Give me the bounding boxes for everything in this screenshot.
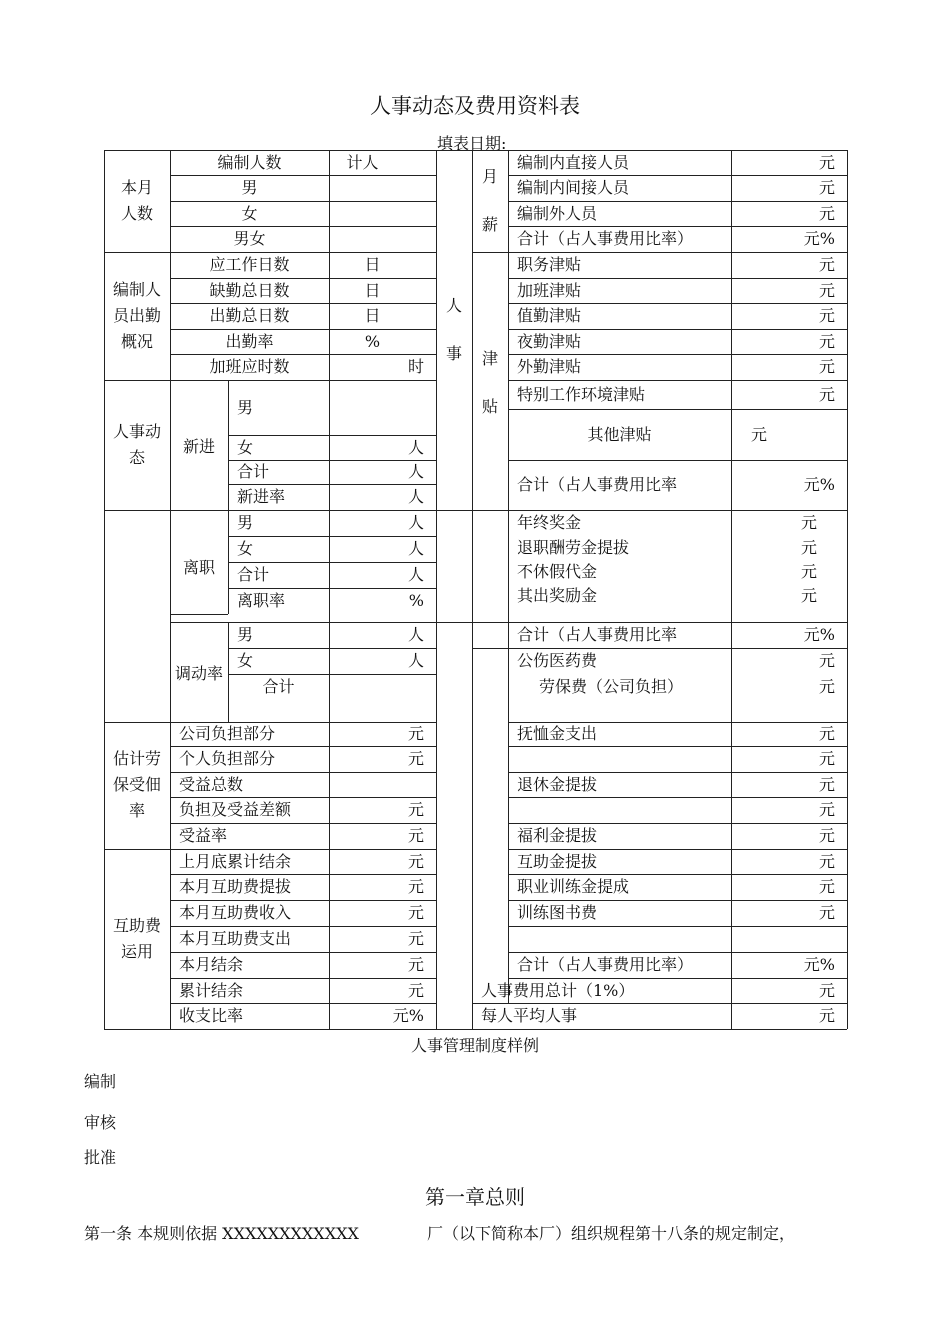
left-row-label: 应工作日数: [209, 255, 290, 274]
right-row-label: 其他津贴: [587, 424, 652, 444]
table-rule: [170, 201, 436, 202]
table-rule: [472, 150, 473, 1029]
table-rule: [228, 536, 436, 537]
left-row-value: 元: [407, 851, 424, 871]
group-label-insurance: 保受佃: [112, 775, 161, 794]
table-rule: [508, 201, 847, 202]
left-row-label: 男: [237, 625, 254, 644]
table-rule: [472, 648, 847, 649]
right-row-label: 加班津贴: [517, 280, 582, 300]
left-row-value: 元: [407, 955, 424, 974]
right-row-value: 元%: [803, 625, 835, 644]
table-rule: [104, 380, 436, 381]
right-row-label: 合计（占人事费用比率）: [517, 229, 694, 248]
right-row-label: 编制内直接人员: [517, 152, 630, 172]
left-row-label: 本月结余: [179, 955, 244, 974]
table-rule: [508, 952, 847, 953]
right-row-value: 元: [818, 357, 835, 376]
table-rule: [170, 622, 436, 623]
left-row-value: 元: [407, 826, 424, 845]
left-row-label: 出勤总日数: [209, 306, 290, 325]
table-rule: [228, 562, 436, 563]
right-row-value: 元: [818, 384, 835, 404]
left-row-label: 男女: [233, 229, 266, 248]
right-row-value: 元: [818, 280, 835, 300]
right-row-label: 编制外人员: [517, 203, 598, 223]
right-row-value: 元: [800, 586, 817, 605]
left-row-value: %: [408, 591, 424, 610]
group-label-allowance: 贴: [481, 397, 498, 416]
right-row-value: 元: [818, 851, 835, 871]
table-rule: [508, 460, 847, 461]
right-row-value: 元: [818, 203, 835, 223]
right-row-value: 元%: [803, 955, 835, 974]
right-row-label: 互助金提拔: [517, 851, 598, 871]
right-row-label: 训练图书费: [517, 903, 598, 922]
right-row-label: 不休假代金: [517, 562, 598, 581]
table-rule: [228, 648, 436, 649]
group-label-transfer: 调动率: [174, 664, 223, 683]
right-row-label: 合计（占人事费用比率）: [517, 955, 694, 974]
right-row-label: 职务津贴: [517, 255, 582, 274]
group-label-insurance: 估计劳: [112, 749, 161, 768]
table-rule: [170, 797, 436, 798]
left-row-value: 元: [407, 903, 424, 922]
group-label-attendance: 概况: [120, 332, 153, 351]
table-rule: [170, 900, 436, 901]
article-text-rest: 厂（以下简称本厂）组织规程第十八条的规定制定，: [427, 1224, 796, 1243]
left-row-value: 人: [407, 565, 424, 584]
left-row-value: 元: [407, 724, 424, 743]
group-label-attendance: 员出勤: [112, 306, 161, 325]
right-row-value: 元: [818, 800, 835, 819]
table-rule: [508, 849, 847, 850]
group-label-attendance: 编制人: [112, 280, 161, 299]
right-row-label: 抚恤金支出: [517, 724, 598, 743]
left-row-label: 受益总数: [179, 774, 244, 794]
right-row-label: 合计（占人事费用比率: [517, 625, 678, 644]
group-label-resign: 离职: [182, 558, 215, 577]
table-rule: [847, 150, 848, 1029]
left-row-label: 本月互助费支出: [179, 929, 292, 948]
right-row-value: 元%: [803, 475, 835, 494]
table-rule: [170, 354, 436, 355]
table-rule: [508, 874, 847, 875]
left-row-value: 时: [407, 357, 424, 376]
table-rule: [170, 978, 436, 979]
table-rule: [228, 460, 436, 461]
table-rule: [472, 1003, 847, 1004]
left-row-label: 合计: [237, 565, 270, 584]
group-label-newhire: 新进: [182, 437, 215, 456]
table-rule: [508, 823, 847, 824]
group-label-headcount: 人数: [120, 204, 153, 223]
left-row-label: 本月互助费提拔: [179, 877, 292, 896]
table-rule: [104, 849, 436, 850]
group-label-headcount: 本月: [120, 178, 153, 197]
table-rule: [170, 926, 436, 927]
right-row-label: 其出奖励金: [517, 586, 598, 605]
left-row-label: 编制人数: [217, 152, 282, 172]
right-row-label: 每人平均人事: [481, 1006, 578, 1025]
table-rule: [508, 900, 847, 901]
group-label-monthly-salary: 薪: [481, 215, 498, 234]
table-rule: [508, 926, 847, 927]
left-row-label: 男: [237, 513, 254, 532]
signature-approve: 批准: [84, 1148, 117, 1167]
left-row-label: 女: [237, 651, 254, 670]
table-rule: [170, 772, 436, 773]
left-row-value: 计人: [346, 152, 379, 172]
table-rule: [436, 622, 847, 623]
table-rule: [508, 329, 847, 330]
table-rule: [508, 380, 847, 381]
table-rule: [508, 226, 847, 227]
table-rule: [228, 484, 436, 485]
right-row-label: 值勤津贴: [517, 306, 582, 325]
right-row-label: 退职酬劳金提拔: [517, 538, 630, 557]
left-row-value: 日: [364, 280, 381, 300]
table-rule: [508, 746, 847, 747]
right-row-value: 元: [818, 724, 835, 743]
left-row-label: 公司负担部分: [179, 724, 276, 743]
table-rule: [170, 614, 228, 615]
table-rule: [228, 380, 229, 510]
left-row-value: 元: [407, 929, 424, 948]
table-rule: [508, 797, 847, 798]
left-row-value: 人: [407, 625, 424, 644]
table-rule: [436, 150, 437, 1029]
right-row-label: 编制内间接人员: [517, 178, 630, 197]
table-rule: [170, 874, 436, 875]
right-row-value: 元: [818, 980, 835, 1000]
left-row-label: 男: [237, 397, 254, 417]
group-label-insurance: 率: [128, 801, 145, 820]
table-rule: [170, 175, 436, 176]
right-row-label: 职业训练金提成: [517, 877, 630, 896]
right-row-value: 元: [818, 877, 835, 896]
left-row-value: 日: [364, 255, 381, 274]
right-row-label: 人事费用总计（1%）: [481, 980, 635, 1000]
left-row-label: 个人负担部分: [179, 749, 276, 768]
group-label-dynamics: 态: [128, 448, 145, 467]
table-rule: [508, 175, 847, 176]
right-row-value: 元: [818, 903, 835, 922]
table-rule: [170, 329, 436, 330]
right-row-value: 元: [800, 513, 817, 532]
fill-date-label: 填表日期:: [437, 134, 507, 153]
left-row-label: 缺勤总日数: [209, 280, 290, 300]
left-row-value: 元: [407, 800, 424, 819]
left-row-label: 新进率: [237, 487, 286, 506]
left-row-label: 负担及受益差额: [179, 800, 292, 819]
table-rule: [170, 226, 436, 227]
chapter-title: 第一章总则: [425, 1185, 525, 1209]
right-row-label: 外勤津贴: [517, 357, 582, 376]
left-row-value: 人: [407, 539, 424, 558]
right-row-label: 年终奖金: [517, 513, 582, 532]
article-text-start: 第一条 本规则依据 XXXXXXXXXXXX: [84, 1224, 359, 1243]
right-row-value: 元: [818, 152, 835, 172]
right-row-value: 元: [800, 538, 817, 557]
right-row-value: 元: [818, 774, 835, 794]
left-row-label: 女: [237, 539, 254, 558]
left-row-label: 女: [241, 203, 258, 223]
right-row-label: 夜勤津贴: [517, 331, 582, 351]
left-row-value: 人: [407, 487, 424, 506]
table-rule: [104, 150, 847, 151]
left-row-label: 合计: [262, 677, 295, 696]
left-row-label: 合计: [237, 462, 270, 481]
table-rule: [170, 1003, 436, 1004]
table-rule: [508, 303, 847, 304]
table-rule: [104, 252, 436, 253]
right-row-value: 元: [800, 562, 817, 581]
left-row-label: 上月底累计结余: [179, 851, 292, 871]
left-row-value: 元: [407, 877, 424, 896]
right-row-value: 元: [818, 826, 835, 845]
left-row-value: 元%: [392, 1006, 424, 1025]
right-row-value: 元: [818, 1006, 835, 1025]
table-rule: [508, 409, 847, 410]
right-row-value: 元: [818, 255, 835, 274]
table-rule: [436, 622, 472, 623]
right-row-label: 福利金提拔: [517, 826, 598, 845]
left-row-label: 离职率: [237, 591, 286, 610]
right-row-value: 元: [818, 306, 835, 325]
left-row-value: 元: [407, 749, 424, 768]
right-row-value: 元: [750, 424, 767, 444]
table-rule: [472, 510, 847, 511]
group-label-dynamics: 人事动: [112, 422, 161, 441]
left-row-value: 人: [407, 513, 424, 532]
left-row-label: 男: [241, 178, 258, 197]
table-rule: [104, 1029, 847, 1030]
left-row-label: 女: [237, 437, 254, 457]
signature-compile: 编制: [84, 1072, 117, 1091]
right-row-value: 元: [818, 749, 835, 768]
table-rule: [170, 952, 436, 953]
right-row-value: 元: [818, 178, 835, 197]
group-label-mutual: 互助费: [112, 916, 161, 935]
right-row-label: 退休金提拔: [517, 774, 598, 794]
table-rule: [472, 252, 847, 253]
page-title: 人事动态及费用资料表: [370, 94, 580, 118]
left-row-value: 人: [407, 437, 424, 457]
table-rule: [508, 722, 847, 723]
table-rule: [508, 978, 847, 979]
table-rule: [170, 746, 436, 747]
group-label-personnel: 事: [445, 344, 462, 363]
right-row-value: 元: [818, 331, 835, 351]
table-rule: [104, 510, 436, 511]
right-row-value: 元%: [803, 229, 835, 248]
left-row-value: %: [364, 331, 381, 351]
right-row-label: 劳保费（公司负担）: [539, 677, 684, 696]
right-row-label: 合计（占人事费用比率: [517, 475, 678, 494]
left-row-label: 出勤率: [225, 331, 274, 351]
table-rule: [170, 823, 436, 824]
table-rule: [436, 510, 472, 511]
left-row-value: 人: [407, 462, 424, 481]
group-label-monthly-salary: 月: [481, 167, 498, 186]
right-row-label: 公伤医药费: [517, 651, 598, 670]
right-row-value: 元: [818, 677, 835, 696]
group-label-allowance: 津: [481, 349, 498, 368]
table-rule: [228, 674, 436, 675]
right-row-label: 特别工作环境津贴: [517, 384, 646, 404]
table-rule: [508, 278, 847, 279]
left-row-label: 收支比率: [179, 1006, 244, 1025]
left-row-label: 本月互助费收入: [179, 903, 292, 922]
section-subtitle: 人事管理制度样例: [410, 1036, 539, 1055]
left-row-label: 累计结余: [179, 980, 244, 1000]
table-rule: [508, 772, 847, 773]
table-rule: [508, 354, 847, 355]
left-row-label: 加班应时数: [209, 357, 290, 376]
signature-review: 审核: [84, 1113, 117, 1132]
left-row-label: 受益率: [179, 826, 228, 845]
left-row-value: 元: [407, 980, 424, 1000]
table-rule: [228, 588, 436, 589]
table-rule: [104, 722, 436, 723]
group-label-mutual: 运用: [120, 942, 153, 961]
table-rule: [170, 303, 436, 304]
left-row-value: 日: [364, 306, 381, 325]
table-rule: [170, 278, 436, 279]
table-rule: [228, 435, 436, 436]
table-rule: [228, 622, 229, 722]
right-row-value: 元: [818, 651, 835, 670]
left-row-value: 人: [407, 651, 424, 670]
group-label-personnel: 人: [445, 296, 462, 315]
